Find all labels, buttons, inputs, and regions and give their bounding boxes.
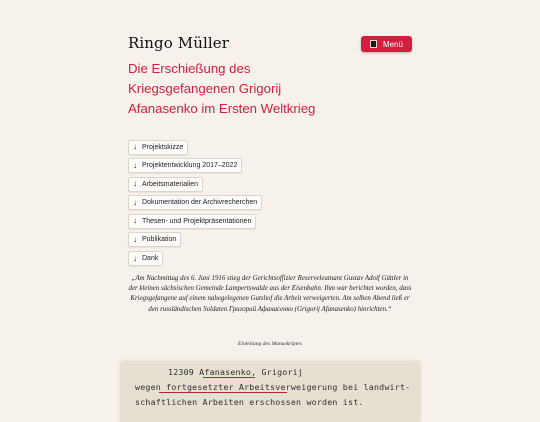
quote-source: Einleitung des Manuskriptes xyxy=(237,341,302,347)
toc-link-label: Projektskizze xyxy=(142,143,184,151)
arrow-down-icon: ↓ xyxy=(133,197,137,207)
toc-link-label: Thesen- und Projektpräsentationen xyxy=(142,217,252,225)
menu-button[interactable] xyxy=(361,36,412,52)
arrow-down-icon: ↓ xyxy=(133,253,137,263)
red-underline xyxy=(203,377,255,378)
document-scan-image xyxy=(121,362,419,422)
toc-link-projektskizze[interactable] xyxy=(128,140,188,155)
toc-link-label: Arbeitsmaterialien xyxy=(142,180,199,188)
red-underline xyxy=(159,392,287,393)
toc-link-label: Dank xyxy=(142,255,159,263)
page-title-line: Kriegsgefangenen Grigorij xyxy=(128,81,282,96)
toc-link-projektentwicklung[interactable] xyxy=(128,158,242,173)
page-title-line: Afanasenko im Ersten Weltkrieg xyxy=(128,101,316,116)
toc-link-dokumentation[interactable] xyxy=(128,195,262,210)
toc-link-label: Publikation xyxy=(142,236,177,244)
scan-line: 12309 Afanasenko, Grigorij xyxy=(168,367,304,377)
arrow-down-icon: ↓ xyxy=(133,179,137,189)
arrow-down-icon: ↓ xyxy=(133,142,137,151)
arrow-down-icon: ↓ xyxy=(133,234,137,244)
arrow-down-icon: ↓ xyxy=(133,216,137,226)
page-title xyxy=(128,59,428,119)
scan-line: schaftlichen Arbeiten erschossen worden ist. xyxy=(135,397,364,407)
scan-line: wegen fortgesetzter Arbeitsverweigerung bei landwirt- xyxy=(135,382,411,392)
page-title-line: Die Erschießung des xyxy=(128,61,251,76)
menu-button-label: Menü xyxy=(382,39,403,49)
arrow-down-icon: ↓ xyxy=(133,160,137,170)
site-title[interactable]: Ringo Müller xyxy=(128,34,230,52)
toc-link-label: Projektentwicklung 2017–2022 xyxy=(142,162,238,170)
toc-link-thesen[interactable] xyxy=(128,214,256,229)
toc-link-dank[interactable] xyxy=(128,251,163,266)
toc-link-arbeitsmaterialien[interactable] xyxy=(128,177,203,192)
toc-link-publikation[interactable] xyxy=(128,232,181,247)
intro-quote: „Am Nachmittag des 6. Juni 1916 stieg der Gerichtsoffizier Reserveleutnant Gustav Adolf Güttler in der kleinen sächsischen Gemeinde Lampertswalde aus der Eisenbahn. Ihm war berichtet worden, dass Kriegsgefangene auf einem nahegelegenen Gutshof die Arbeit verweigerten. Am selben Abend ließ er den russländischen Soldaten Григорий Афанасенко (Grigorij Afanasenko) hinrichten.“ xyxy=(128,275,412,313)
book-icon xyxy=(370,40,377,48)
table-of-contents xyxy=(128,136,262,266)
toc-link-label: Dokumentation der Archivrecherchen xyxy=(142,199,258,207)
